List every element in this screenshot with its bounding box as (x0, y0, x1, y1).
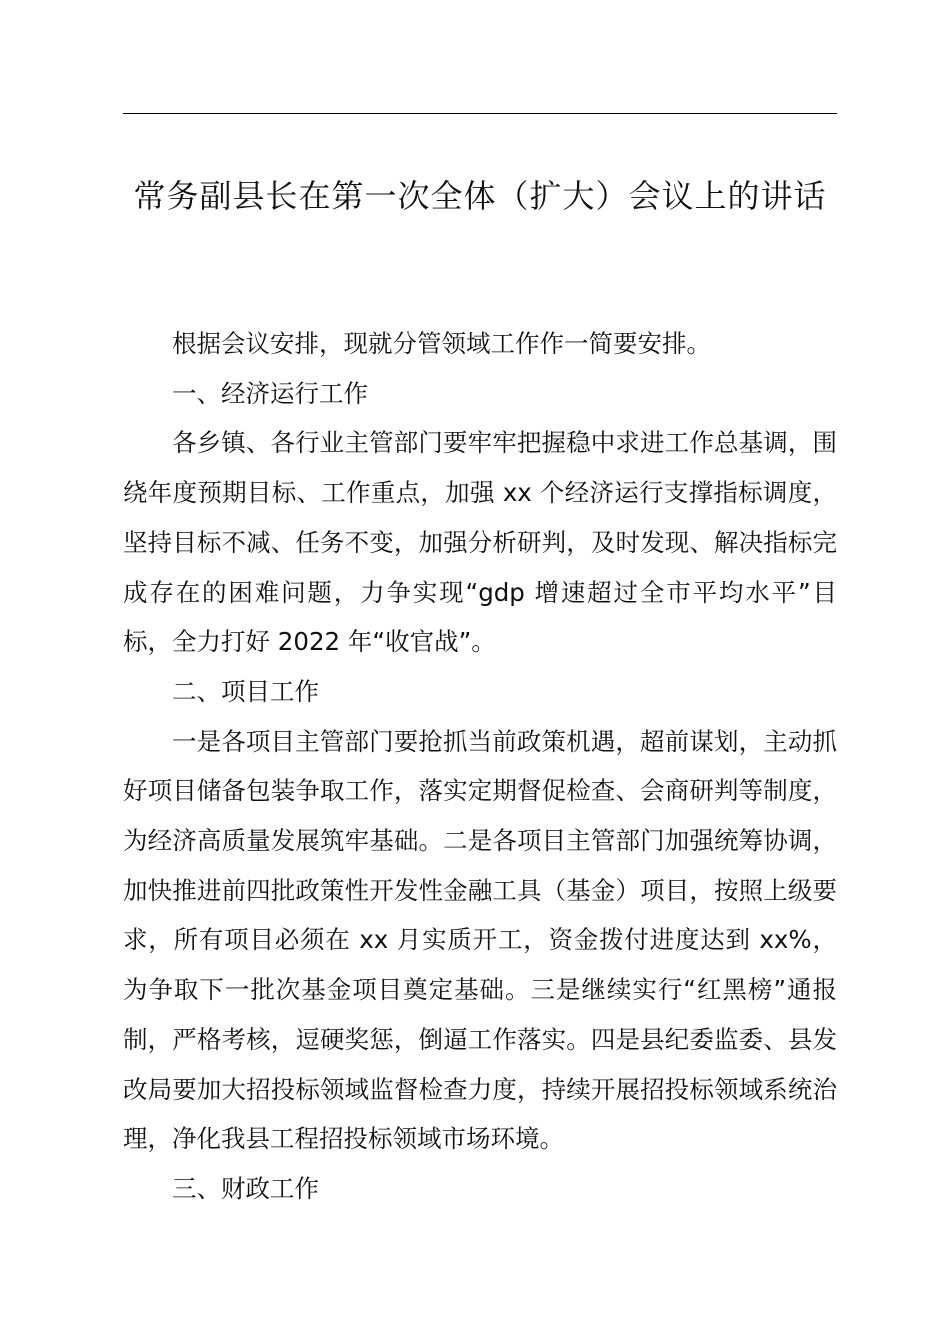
section-heading-economy: 一、经济运行工作 (172, 378, 368, 408)
document-title: 常务副县长在第一次全体（扩大）会议上的讲话 (133, 177, 827, 215)
section-heading-finance: 三、财政工作 (172, 1173, 319, 1203)
header-rule (123, 113, 837, 114)
economy-paragraph: 各乡镇、各行业主管部门要牢牢把握稳中求进工作总基调，围绕年度预期目标、工作重点，加强 xx 个经济运行支撑指标调度，坚持目标不减、任务不变，加强分析研判，及时发现、解决指标完成存在的困难问题，力争实现“gdp 增速超过全市平均水平”目标，全力打好 2022 年“收官战”。 (123, 428, 837, 657)
section-heading-projects: 二、项目工作 (172, 676, 319, 706)
intro-paragraph: 根据会议安排，现就分管领域工作作一简要安排。 (172, 329, 711, 358)
projects-paragraph: 一是各项目主管部门要抢抓当前政策机遇，超前谋划，主动抓好项目储备包装争取工作，落实定期督促检查、会商研判等制度，为经济高质量发展筑牢基础。二是各项目主管部门加强统筹协调，加快推进前四批政策性开发性金融工具（基金）项目，按照上级要求，所有项目必须在 xx 月实质开工，资金拨付进度达到 xx%，为争取下一批次基金项目奠定基础。三是继续实行“红黑榜”通报制，严格考核，逗硬奖惩，倒逼工作落实。四是县纪委监委、县发改局要加大招投标领域监督检查力度，持续开展招投标领域系统治理，净化我县工程招投标领域市场环境。 (123, 726, 837, 1154)
document-body (123, 319, 837, 1214)
